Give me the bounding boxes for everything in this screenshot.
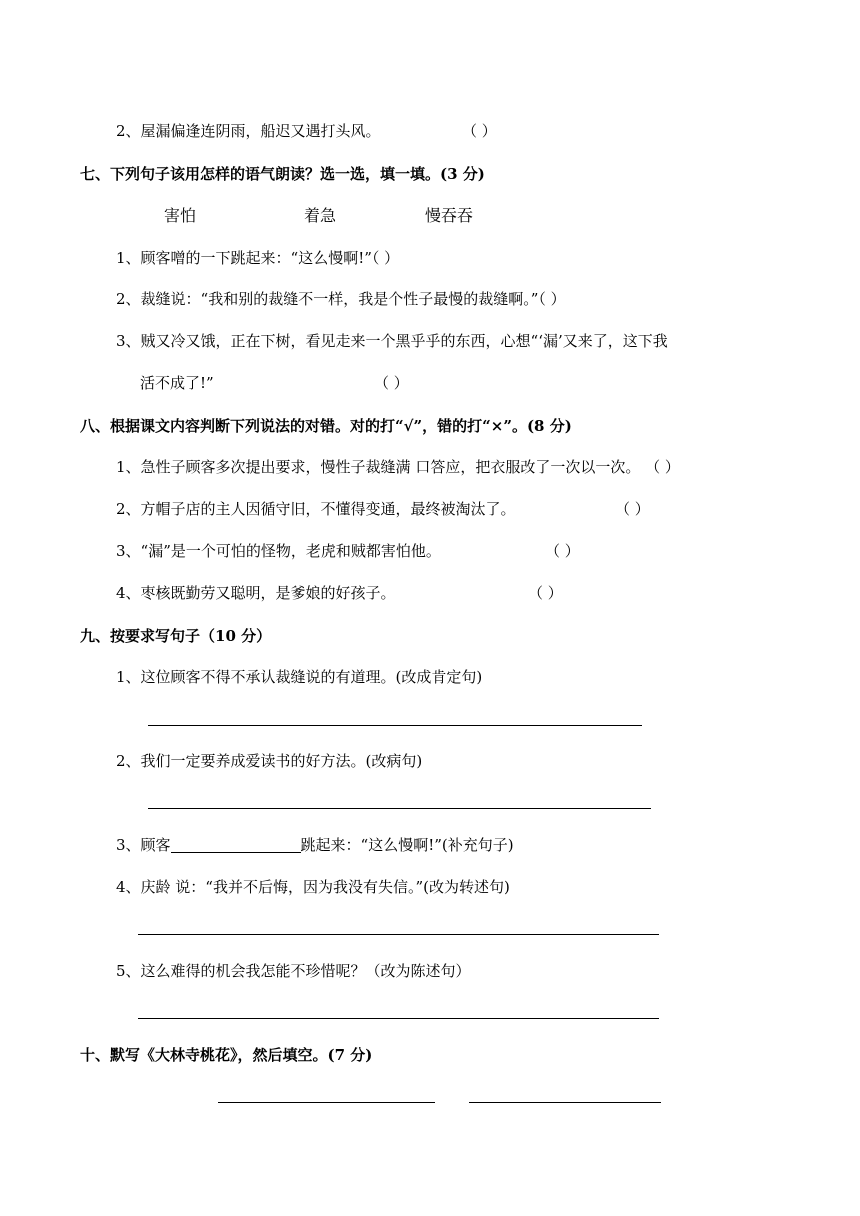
question-7-2: 2、裁缝说：“我和别的裁缝不一样，我是个性子最慢的裁缝啊。”（ ） (116, 290, 566, 308)
answer-line[interactable] (138, 1018, 659, 1019)
question-9-3 (116, 835, 514, 855)
answer-line[interactable] (148, 808, 651, 809)
question-6-2 (116, 121, 381, 141)
question-7-3-cont: 活不成了!” (140, 374, 214, 392)
answer-paren[interactable]: （ ） (615, 500, 650, 518)
question-9-4: 4、庆龄 说：“我并不后悔，因为我没有失信。”(改为转述句) (116, 878, 510, 896)
section-8-heading: 八、根据课文内容判断下列说法的对错。对的打“√”，错的打“×”。(8 分) (80, 417, 572, 435)
question-8-1: 1、急性子顾客多次提出要求，慢性子裁缝满 口答应，把衣服改了一次以一次。 （ ） (116, 458, 680, 476)
answer-paren[interactable]: （ ） (462, 122, 497, 140)
answer-paren[interactable]: （ ） (545, 542, 580, 560)
answer-line[interactable] (469, 1102, 661, 1103)
option-slow: 慢吞吞 (425, 206, 474, 225)
fill-in-blank[interactable] (171, 836, 301, 853)
question-8-4: 4、枣核既勤劳又聪明，是爹娘的好孩子。 (116, 584, 396, 602)
section-9-heading: 九、按要求写句子（10 分） (80, 627, 272, 645)
question-text: 跳起来：“这么慢啊!”(补充句子) (300, 836, 514, 854)
answer-paren[interactable]: （ ） (374, 374, 409, 392)
question-9-2: 2、我们一定要养成爱读书的好方法。(改病句) (116, 752, 423, 770)
option-anxious: 着急 (304, 206, 337, 225)
answer-line[interactable] (138, 934, 659, 935)
question-9-1: 1、这位顾客不得不承认裁缝说的有道理。(改成肯定句) (116, 668, 483, 686)
question-text: 3、顾客 (116, 836, 171, 854)
section-7-heading: 七、下列句子该用怎样的语气朗读？选一选，填一填。(3 分) (80, 165, 485, 183)
section-10-heading: 十、默写《大林寺桃花》，然后填空。(7 分) (80, 1046, 373, 1064)
answer-line[interactable] (148, 725, 642, 726)
question-7-3: 3、贼又冷又饿，正在下树，看见走来一个黑乎乎的东西，心想“‘漏’又来了，这下我 (116, 332, 668, 350)
question-9-5: 5、这么难得的机会我怎能不珍惜呢？（改为陈述句） (116, 962, 471, 980)
answer-line[interactable] (218, 1102, 435, 1103)
question-8-3: 3、“漏”是一个可怕的怪物，老虎和贼都害怕他。 (116, 542, 441, 560)
question-text: 2、屋漏偏逢连阴雨，船迟又遇打头风。 (116, 122, 381, 140)
question-7-1: 1、顾客噌的一下跳起来：“这么慢啊!”（ ） (116, 249, 400, 267)
question-8-2: 2、方帽子店的主人因循守旧，不懂得变通，最终被淘汰了。 (116, 500, 516, 518)
option-afraid: 害怕 (164, 206, 197, 225)
answer-paren[interactable]: （ ） (528, 584, 563, 602)
